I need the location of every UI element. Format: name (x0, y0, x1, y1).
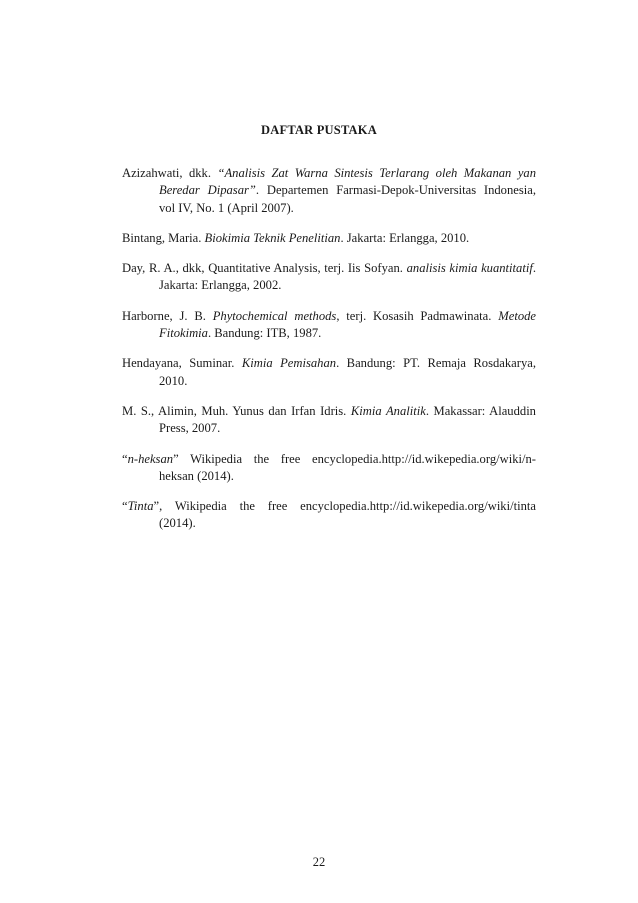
reference-author: Azizahwati, dkk. (122, 166, 218, 180)
reference-item (122, 308, 536, 343)
reference-title: Tinta (127, 499, 154, 514)
reference-details: ” Wikipedia the free encyclopedia.http://id.wikepedia.org/wiki/n-heksan (2014). (159, 451, 536, 483)
reference-open-quote: “ (122, 451, 128, 466)
reference-list (122, 165, 536, 546)
reference-details: . Jakarta: Erlangga, 2010. (340, 230, 470, 245)
reference-author: Harborne, J. B. (122, 308, 213, 323)
reference-title: “Analisis Zat Warna Sintesis Terlarang oleh Makanan yan Beredar Dipasar” (159, 166, 536, 198)
reference-title: n-heksan (127, 451, 174, 466)
reference-translator: , terj. Kosasih Padmawinata. (336, 308, 499, 323)
reference-details: . Makassar: Alauddin Press, 2007. (159, 403, 536, 436)
reference-item (122, 355, 536, 390)
reference-title: Phytochemical methods (212, 308, 337, 323)
reference-translated-title: Metode Fitokimia (159, 308, 536, 341)
reference-details: . Bandung: ITB, 1987. (207, 326, 322, 341)
reference-item (122, 260, 536, 295)
reference-author: Day, R. A., dkk, Quantitative Analysis, terj. Iis Sofyan. (122, 261, 407, 276)
reference-details: ”, Wikipedia the free encyclopedia.http://id.wikepedia.org/wiki/tinta (2014). (153, 499, 536, 531)
reference-item (122, 230, 536, 247)
reference-title: analisis kimia kuantitatif (406, 261, 533, 276)
page-title: DAFTAR PUSTAKA (261, 123, 377, 137)
reference-item (122, 498, 536, 533)
reference-author: Bintang, Maria. (122, 230, 205, 245)
page-number: 22 (312, 855, 326, 869)
reference-item (122, 451, 536, 486)
reference-open-quote: “ (122, 499, 128, 514)
reference-title: Kimia Pemisahan (241, 356, 337, 371)
reference-author: M. S., Alimin, Muh. Yunus dan Irfan Idris. (122, 403, 351, 418)
reference-title: Kimia Analitik (350, 403, 426, 418)
reference-item (122, 165, 536, 217)
reference-details: . Bandung: PT. Remaja Rosdakarya, 2010. (159, 356, 536, 388)
reference-author: Hendayana, Suminar. (122, 356, 242, 371)
reference-details: . Jakarta: Erlangga, 2002. (159, 261, 536, 293)
reference-details: . Departemen Farmasi-Depok-Universitas Indonesia, vol IV, No. 1 (April 2007). (159, 183, 536, 215)
reference-item (122, 403, 536, 438)
reference-title: Biokimia Teknik Penelitian (204, 230, 341, 245)
